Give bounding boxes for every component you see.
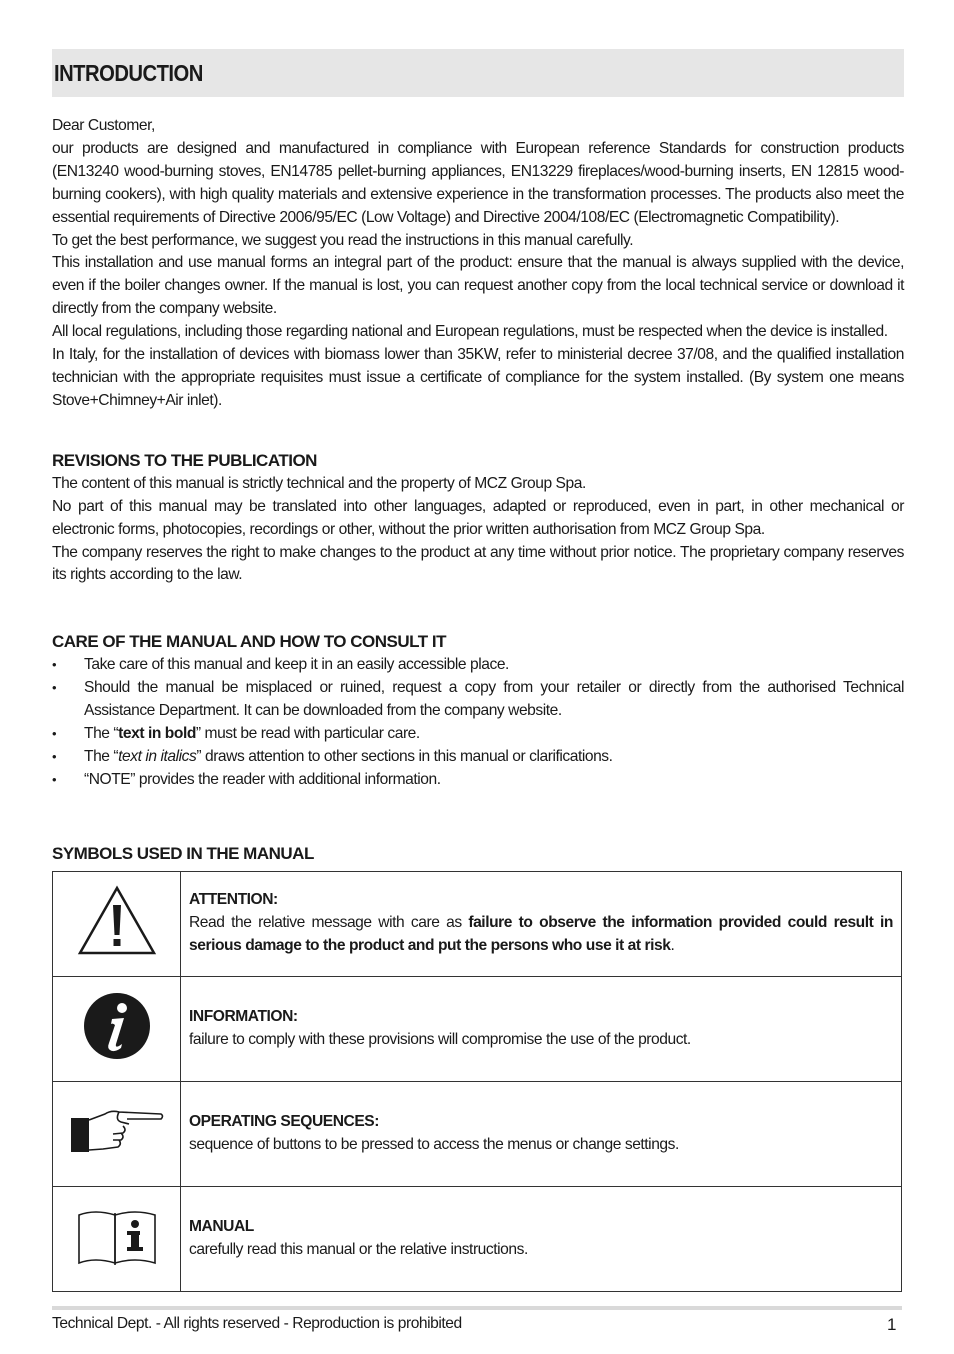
table-row [53, 871, 902, 976]
revisions-heading: REVISIONS TO THE PUBLICATION [52, 450, 317, 470]
footer-divider [52, 1306, 902, 1310]
information-description: INFORMATION: failure to comply with these provisions will compromise the use of the product. [181, 976, 902, 1081]
pointing-hand-icon [53, 1081, 181, 1186]
operating-description: OPERATING SEQUENCES: sequence of buttons to be pressed to access the menus or change settings. [181, 1081, 902, 1186]
operating-label: OPERATING SEQUENCES: [189, 1112, 379, 1130]
bold-sample: text in bold [118, 725, 196, 743]
list-item: • Take care of this manual and keep it in an easily accessible place. [52, 654, 904, 677]
symbols-table [52, 871, 902, 1292]
revisions-section [52, 449, 904, 588]
greeting: Dear Customer, [52, 117, 155, 134]
table-row [53, 976, 902, 1081]
attention-label: ATTENTION: [189, 891, 278, 909]
symbols-section [52, 842, 904, 1292]
page-footer [52, 1315, 902, 1335]
manual-description: MANUAL carefully read this manual or the relative instructions. [181, 1186, 902, 1291]
revisions-paragraph: No part of this manual may be translated into other languages, adapted or reproduced, even in part, in other mechanical or electronic forms, photocopies, recordings or other, without the prior written authorisation from MCZ Group Spa. [52, 497, 904, 538]
intro-paragraph: This installation and use manual forms an integral part of the product: ensure that the manual is always supplied with the device, even if the boiler changes owner. If the manual is lost, you can request another copy from the local technical service or download it directly from the company website. [52, 254, 904, 318]
title-bar [52, 49, 904, 97]
italic-sample: text in italics [118, 747, 197, 765]
footer-text: Technical Dept. - All rights reserved - Reproduction is prohibited [52, 1315, 462, 1332]
manual-label: MANUAL [189, 1217, 254, 1235]
manual-book-icon [53, 1186, 181, 1291]
revisions-paragraph: The content of this manual is strictly technical and the property of MCZ Group Spa. [52, 474, 586, 492]
warning-triangle-icon [53, 871, 181, 976]
intro-section [52, 115, 904, 413]
information-label: INFORMATION: [189, 1007, 298, 1025]
care-section [52, 630, 904, 791]
information-icon [53, 976, 181, 1081]
page-number: 1 [886, 1315, 896, 1334]
intro-paragraph: To get the best performance, we suggest you read the instructions in this manual carefully. [52, 231, 634, 249]
symbols-heading: SYMBOLS USED IN THE MANUAL [52, 843, 314, 863]
intro-paragraph: All local regulations, including those regarding national and European regulations, must be respected when the device is installed. [52, 323, 888, 341]
table-row [53, 1186, 902, 1291]
care-list [52, 654, 904, 791]
page-title: INTRODUCTION [54, 59, 203, 86]
list-item: • The “text in italics” draws attention to other sections in this manual or clarifications. [52, 746, 904, 769]
revisions-paragraph: The company reserves the right to make changes to the product at any time without prior notice. The proprietary company reserves its rights according to the law. [52, 543, 904, 584]
attention-warning: failure to observe the information provided could result in serious damage to the product and put the persons who use it at risk [189, 914, 893, 955]
attention-description: ATTENTION: Read the relative message with care as failure to observe the information provided could result in serious damage to the product and put the persons who use it at risk. [181, 871, 902, 976]
table-row [53, 1081, 902, 1186]
care-heading: CARE OF THE MANUAL AND HOW TO CONSULT IT [52, 632, 446, 652]
page-content [52, 49, 904, 1292]
intro-paragraph: our products are designed and manufactured in compliance with European reference Standards for construction products (EN13240 wood-burning stoves, EN14785 pellet-burning appliances, EN13229 fireplaces/wood-burning inserts, EN 12815 wood-burning cookers), with high quality materials and extensive experience in the transformation processes. The products also meet the essential requirements of Directive 2006/95/EC (Low Voltage) and Directive 2004/108/EC (Electromagnetic Compatibility). [52, 139, 904, 226]
list-item: • Should the manual be misplaced or ruined, request a copy from your retailer or directly from the authorised Technical Assistance Department. It can be downloaded from the company website. [52, 677, 904, 723]
list-item: • The “text in bold” must be read with particular care. [52, 723, 904, 746]
intro-paragraph: In Italy, for the installation of devices with biomass lower than 35KW, refer to ministerial decree 37/08, and the qualified installation technician with the appropriate requisites must issue a certificate of compliance for the system installed. (By system one means Stove+Chimney+Air inlet). [52, 346, 904, 409]
list-item: • “NOTE” provides the reader with additional information. [52, 769, 904, 792]
